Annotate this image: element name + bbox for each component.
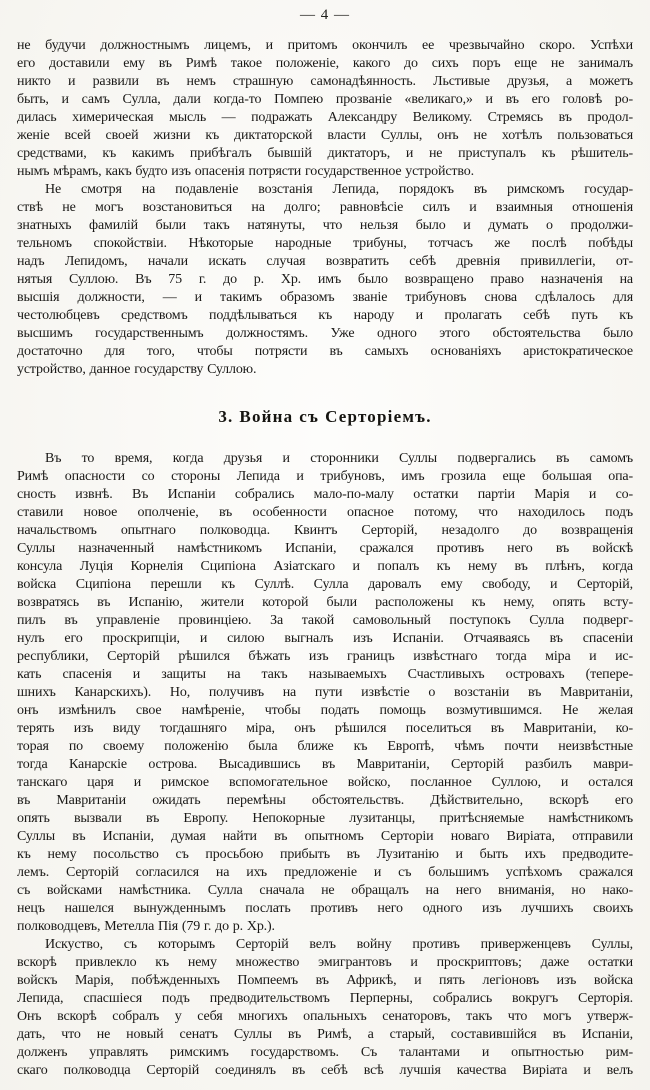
text-line: достаточно для того, чтобы потрясти въ самыхъ основаніяхъ аристократическое <box>17 344 633 359</box>
text-line: тогда Канарскіе острова. Высадившись въ Мавританіи, Серторій разбилъ маври- <box>17 757 633 772</box>
text-line: въ Мавританіи ожидать перемѣны обстоятельствъ. Дѣйствительно, вскорѣ его <box>17 793 633 808</box>
text-line: нецъ нашелся вынужденнымъ послать противъ него одного изъ лучшихъ своихъ <box>17 901 633 916</box>
text-line: войска Сципіона перешли къ Суллѣ. Сулла даровалъ ему свободу, и Серторій, <box>17 577 633 592</box>
text-line: честолюбцевъ средствомъ поддѣлываться къ народу и пролагать себѣ путь къ <box>17 308 633 323</box>
text-line: Въ то время, когда друзья и сторонники Суллы подвергались въ самомъ <box>45 451 633 466</box>
text-line: кать спасенія и защиты на такъ называемыхъ Счастливыхъ островахъ (тепере- <box>17 667 633 682</box>
page-number: — 4 — <box>300 7 350 23</box>
text-line: скаго полководца Серторій соединялъ въ себѣ всѣ лучшія качества Виріата и велъ <box>17 1063 633 1078</box>
text-line: средствами, къ какимъ прибѣгалъ бывшій диктаторъ, и не приступалъ къ рѣшитель- <box>17 146 633 161</box>
text-line: высшія должности, — и такимъ образомъ званіе трибуновъ снова сдѣлалось для <box>17 290 633 305</box>
text-line: танскаго царя и римское вспомогательное войско, посланное Суллою, и остался <box>17 775 633 790</box>
text-line: высшимъ государственнымъ должностямъ. Уже одного этого обстоятельства было <box>17 326 633 341</box>
text-line: полководцевъ, Метелла Пія (79 г. до р. Хр.). <box>17 919 275 934</box>
text-line: дилась химерическая мысль — подражать Александру Великому. Стремясь въ продол- <box>17 110 633 125</box>
text-line: пилъ въ управленіе провинціею. За такой самовольный поступокъ Сулла подверг- <box>17 613 633 628</box>
paragraph-tribunes <box>17 181 633 379</box>
text-line: ставили новое ополченіе, въ особенности опасное потому, что находилось подъ <box>17 505 633 520</box>
section-heading: 3. Война съ Серторіемъ. <box>218 407 432 426</box>
text-line: женіе всей своей жизни къ диктаторской власти Суллы, онъ не хотѣлъ пользоваться <box>17 128 633 143</box>
text-line: нулъ его проскрипціи, и силою выгналъ изъ Испаніи. Отчаяваясь въ спасеніи <box>17 631 633 646</box>
text-line: съ войсками намѣстника. Сулла сначала не обращалъ на него вниманія, но нако- <box>17 883 633 898</box>
text-line: къ нему посольство съ просьбою прибыть въ Лузитанію и быть ихъ предводите- <box>17 847 633 862</box>
text-line: нымъ мѣрамъ, какъ будто изъ опасенія потрясти государственное устройство. <box>17 164 474 179</box>
paragraph-sertorius-senate <box>17 936 633 1080</box>
text-line: Лепида, спасшіеся подъ предводительствомъ Перперны, собрались вокругъ Серторія. <box>17 991 633 1006</box>
text-line: республики, Серторій рѣшился бѣжать изъ границъ извѣстнаго тогда міра и ис- <box>17 649 633 664</box>
text-line: Искуство, съ которымъ Серторій велъ войну противъ приверженцевъ Суллы, <box>45 937 633 952</box>
text-line: начальствомъ опытнаго полководца. Квинтъ Серторій, незадолго до возвращенія <box>17 523 633 538</box>
text-line: не будучи должностнымъ лицемъ, и притомъ окончилъ ее чрезвычайно скоро. Успѣхи <box>17 38 633 53</box>
text-line: никто и развили въ немъ страшную самонадѣянность. Льстивые друзья, а можетъ <box>17 74 633 89</box>
paragraph-sertorius-spain <box>17 450 633 936</box>
text-line: быть, и самъ Сулла, дали когда-то Помпею прозваніе «великаго,» и въ его головѣ ро- <box>17 92 633 107</box>
text-line: сность извнѣ. Въ Испаніи собрались мало-по-малу остатки партіи Марія и со- <box>17 487 633 502</box>
text-line: вскорѣ привлекло къ нему множество эмигрантовъ и проскриптовъ; даже остатки <box>17 955 633 970</box>
text-line: терять изъ виду тогдашняго міра, онъ рѣшился поселиться въ Мавританіи, ко- <box>17 721 633 736</box>
text-line: возвратясь въ Испанію, жители которой были расположены къ нему, опять всту- <box>17 595 633 610</box>
text-line: войскъ Марія, побѣжденныхъ Помпеемъ въ Африкѣ, и пять легіоновъ изъ войска <box>17 973 633 988</box>
text-line: тельномъ спокойствіи. Нѣкоторые народные трибуны, тотчасъ же послѣ побѣды <box>17 236 633 251</box>
text-line: надъ Лепидомъ, начали искать случая возвратить себѣ древнія привиллегіи, от- <box>17 254 633 269</box>
text-line: устройство, данное государству Суллою. <box>17 362 257 377</box>
text-line: Суллы въ Испаніи, думая найти въ опытномъ Серторіи новаго Виріата, отправили <box>17 829 633 844</box>
page-body-text <box>17 37 633 1080</box>
text-line: Суллы назначенный намѣстникомъ Испаніи, сражался противъ него въ войскѣ <box>17 541 633 556</box>
text-line: нятыя Суллою. Въ 75 г. до р. Хр. имъ было возвращено право назначенія на <box>17 272 633 287</box>
text-line: консула Луція Корнелія Сципіона Азіатскаго и попалъ къ нему въ плѣнъ, когда <box>17 559 633 574</box>
text-line: его доставили ему въ Римѣ такое положеніе, какого до сихъ поръ еще не занималъ <box>17 56 633 71</box>
text-line: Не смотря на подавленіе возстанія Лепида, порядокъ въ римскомъ государ- <box>45 182 633 197</box>
text-line: Онъ вскорѣ собралъ у себя многихъ опальныхъ сенаторовъ, такъ что могъ утверж- <box>17 1009 633 1024</box>
text-line: Римѣ опасности со стороны Лепида и трибуновъ, имъ грозила еще большая опа- <box>17 469 633 484</box>
text-line: лемъ. Серторій согласился на ихъ предложеніе и съ большимъ успѣхомъ сражался <box>17 865 633 880</box>
text-line: ствѣ не могъ возстановиться на долго; равновѣсіе силъ и взаимныя отношенія <box>17 200 633 215</box>
text-line: шнихъ Канарскихъ). Но, получивъ на пути извѣстіе о возстаніи въ Мавританіи, <box>17 685 633 700</box>
paragraph-continuation <box>17 37 633 181</box>
text-line: опять вызвали въ Европу. Непокорные лузитанцы, притѣсняемые намѣстникомъ <box>17 811 633 826</box>
text-line: дать, что не новый сенатъ Суллы въ Римѣ, а старый, составившійся въ Испаніи, <box>17 1027 633 1042</box>
text-line: торая по своему положенію была ближе къ Европѣ, чѣмъ почти неизвѣстные <box>17 739 633 754</box>
text-line: онъ измѣнилъ свое намѣреніе, чтобы подать помощь возмутившимся. Не желая <box>17 703 633 718</box>
text-line: долженъ управлять римскимъ государствомъ. Съ талантами и опытностью рим- <box>17 1045 633 1060</box>
text-line: знатныхъ фамилій были такъ натянуты, что нельзя было и думать о продолжи- <box>17 218 633 233</box>
